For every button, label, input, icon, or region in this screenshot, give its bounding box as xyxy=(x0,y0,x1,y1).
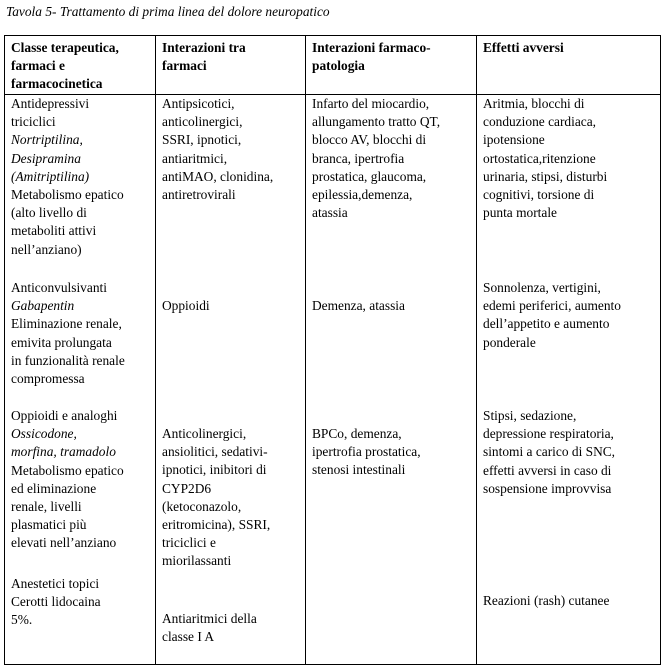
row1-disease-line: prostatica, glaucoma, xyxy=(312,168,427,184)
row1-disease-line: Infarto del miocardio, xyxy=(312,96,430,111)
row3-class-line: renale, livelli xyxy=(11,499,82,515)
table-caption: Tavola 5- Trattamento di prima linea del dolore neuropatico xyxy=(6,4,330,19)
row1-adverse-line: ipotensione xyxy=(483,132,545,148)
row1-adverse-line: Aritmia, blocchi di xyxy=(483,96,585,111)
row1-class-line: Metabolismo epatico xyxy=(11,187,124,203)
row1-class-line: nell’anziano) xyxy=(11,241,82,257)
row3-class-line: elevati nell’anziano xyxy=(11,535,117,551)
row1-adverse-line: ortostatica,ritenzione xyxy=(483,150,596,166)
row2-class xyxy=(11,279,125,388)
row1-drug-name: Nortriptilina, xyxy=(11,132,83,148)
row1-class-line: metaboliti attivi xyxy=(11,223,97,239)
table-border-top xyxy=(4,35,661,36)
row2-drug-interactions xyxy=(162,297,210,315)
row3-disease-line: stenosi intestinali xyxy=(312,462,406,478)
row3-drug-name: morfina, tramadolo xyxy=(11,444,116,460)
row1-disease-line: allungamento tratto QT, xyxy=(312,114,441,130)
row3-class-line: plasmatici più xyxy=(11,517,87,533)
row2-disease-line: Demenza, atassia xyxy=(312,298,405,313)
row3-class xyxy=(11,407,124,553)
header-drug-line: farmaci xyxy=(162,58,207,74)
row2-class-line: compromessa xyxy=(11,371,85,387)
row3-disease-interactions xyxy=(312,425,421,480)
row3-drug-line: miorilassanti xyxy=(162,553,232,569)
header-class-line: farmaci e xyxy=(11,58,65,74)
row3-drug-line: eritromicina), SSRI, xyxy=(162,517,271,533)
row3-adverse-line: depressione respiratoria, xyxy=(483,426,614,442)
row4-drug-interactions xyxy=(162,610,257,646)
header-adverse-line: Effetti avversi xyxy=(483,40,564,55)
row4-class-line: 5%. xyxy=(11,612,33,628)
row3-drug-line: (ketoconazolo, xyxy=(162,498,242,514)
row2-drug-name: Gabapentin xyxy=(11,298,75,314)
header-disease-line: Interazioni farmaco- xyxy=(312,40,431,55)
row1-adverse-line: cognitivi, torsione di xyxy=(483,187,595,203)
row3-disease-line: BPCo, demenza, xyxy=(312,426,402,441)
row2-drug-line: Oppioidi xyxy=(162,298,210,313)
row4-drug-line: classe I A xyxy=(162,629,215,645)
row1-drug-interactions xyxy=(162,95,273,204)
row2-adverse-line: dell’appetito e aumento xyxy=(483,316,610,332)
row3-drug-name: Ossicodone, xyxy=(11,426,77,442)
row2-adverse-line: Sonnolenza, vertigini, xyxy=(483,280,601,295)
row1-disease-line: blocco AV, blocchi di xyxy=(312,132,427,148)
column-divider-3 xyxy=(476,35,477,665)
row2-class-line: emivita prolungata xyxy=(11,334,112,350)
row1-adverse-line: urinaria, stipsi, disturbi xyxy=(483,168,608,184)
row1-disease-interactions xyxy=(312,95,440,222)
header-drug-interactions xyxy=(162,39,246,75)
header-disease-line: patologia xyxy=(312,58,365,74)
header-class xyxy=(11,39,119,94)
row2-class-line: Anticonvulsivanti xyxy=(11,280,107,295)
row1-disease-line: epilessia,demenza, xyxy=(312,187,413,203)
row3-adverse-line: Stipsi, sedazione, xyxy=(483,408,577,423)
row2-disease-interactions xyxy=(312,297,405,315)
header-class-line: Classe terapeutica, xyxy=(11,40,119,55)
row1-drug-line: antiMAO, clonidina, xyxy=(162,168,274,184)
row3-adverse-line: sospensione improvvisa xyxy=(483,480,612,496)
row1-drug-name: (Amitriptilina) xyxy=(11,168,90,184)
row4-adverse-effects xyxy=(483,592,609,610)
row4-class-line: Anestetici topici xyxy=(11,576,100,591)
row3-drug-line: ipnotici, inibitori di xyxy=(162,462,267,478)
row2-adverse-effects xyxy=(483,279,621,352)
row1-disease-line: atassia xyxy=(312,205,348,221)
header-drug-line: Interazioni tra xyxy=(162,40,246,55)
row3-drug-line: ansiolitici, sedativi- xyxy=(162,444,268,460)
row2-adverse-line: ponderale xyxy=(483,334,536,350)
row2-adverse-line: edemi periferici, aumento xyxy=(483,298,621,314)
row2-class-line: in funzionalità renale xyxy=(11,352,125,368)
row3-adverse-line: effetti avversi in caso di xyxy=(483,462,612,478)
header-adverse-effects xyxy=(483,39,564,57)
row1-drug-line: anticolinergici, xyxy=(162,114,243,130)
row2-class-line: Eliminazione renale, xyxy=(11,316,122,332)
column-divider-1 xyxy=(155,35,156,665)
row1-adverse-line: punta mortale xyxy=(483,205,557,221)
header-disease-interactions xyxy=(312,39,431,75)
row4-adverse-line: Reazioni (rash) cutanee xyxy=(483,593,610,608)
row4-drug-line: Antiaritmici della xyxy=(162,611,257,626)
row1-adverse-effects xyxy=(483,95,607,222)
table-border-left xyxy=(4,35,5,665)
row1-class-line: Antidepressivi xyxy=(11,96,90,111)
row1-drug-line: Antipsicotici, xyxy=(162,96,235,111)
header-class-line: farmacocinetica xyxy=(11,76,103,92)
row1-drug-name: Desipramina xyxy=(11,150,81,166)
row1-drug-line: antiretrovirali xyxy=(162,187,236,203)
row1-class-line: (alto livello di xyxy=(11,205,87,221)
row3-class-line: ed eliminazione xyxy=(11,480,97,496)
row1-class xyxy=(11,95,124,259)
table-border-right xyxy=(660,35,661,665)
row3-drug-line: triciclici e xyxy=(162,535,216,551)
row4-class xyxy=(11,575,101,630)
row1-drug-line: antiaritmici, xyxy=(162,150,228,166)
row3-class-line: Metabolismo epatico xyxy=(11,462,124,478)
table-border-bottom xyxy=(4,664,661,665)
row3-drug-line: Anticolinergici, xyxy=(162,426,247,441)
row4-class-line: Cerotti lidocaina xyxy=(11,594,101,610)
row3-class-line: Oppioidi e analoghi xyxy=(11,408,118,423)
row3-adverse-line: sintomi a carico di SNC, xyxy=(483,444,616,460)
row1-drug-line: SSRI, ipnotici, xyxy=(162,132,242,148)
row3-drug-line: CYP2D6 xyxy=(162,480,212,496)
row3-disease-line: ipertrofia prostatica, xyxy=(312,444,421,460)
column-divider-2 xyxy=(305,35,306,665)
row3-drug-interactions xyxy=(162,425,270,571)
row3-adverse-effects xyxy=(483,407,615,498)
row1-class-line: triciclici xyxy=(11,114,56,130)
row1-adverse-line: conduzione cardiaca, xyxy=(483,114,597,130)
row1-disease-line: branca, ipertrofia xyxy=(312,150,405,166)
